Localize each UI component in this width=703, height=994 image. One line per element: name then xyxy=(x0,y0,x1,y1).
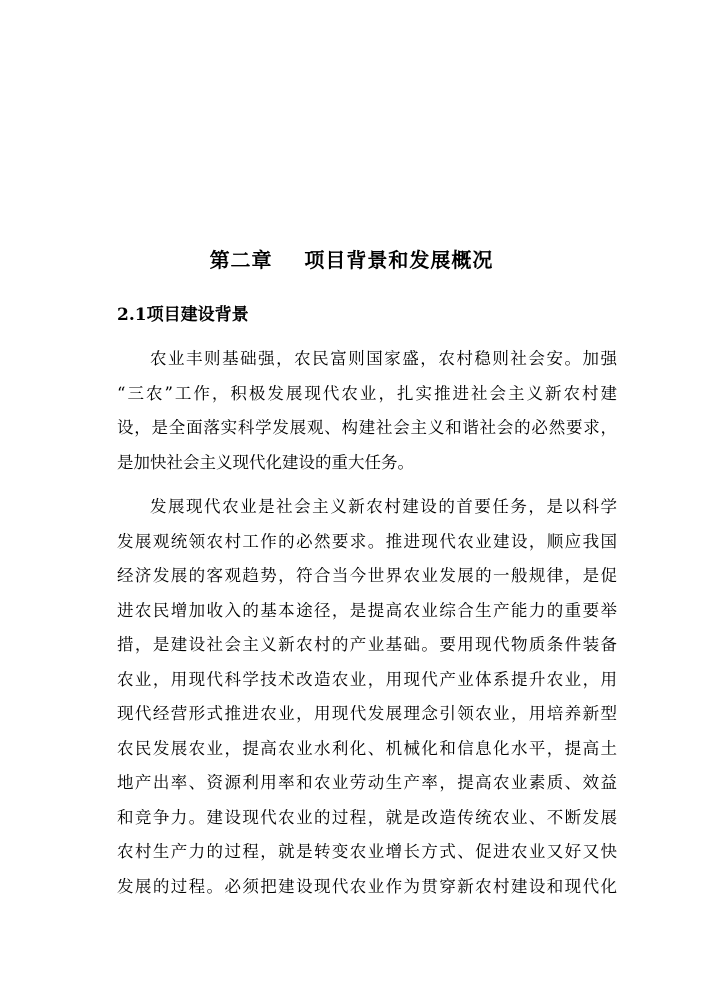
paragraph-line: 经济发展的客观趋势，符合当今世界农业发展的一般规律，是促 xyxy=(117,566,617,585)
section-heading: 2.1项目建设背景 xyxy=(117,305,249,325)
paragraph-line: 设，是全面落实科学发展观、构建社会主义和谐社会的必然要求， xyxy=(117,418,617,437)
chapter-title: 第二章 项目背景和发展概况 xyxy=(209,248,494,272)
paragraph-line: 发展观统领农村工作的必然要求。推进现代农业建设，顺应我国 xyxy=(117,531,617,551)
paragraph-line: 农业，用现代科学技术改造农业，用现代产业体系提升农业，用 xyxy=(117,669,617,689)
paragraph-line: 农村生产力的过程，就是转变农业增长方式、促进农业又好又快 xyxy=(117,842,617,861)
paragraph-line: 发展的过程。必须把建设现代农业作为贯穿新农村建设和现代化 xyxy=(117,876,617,896)
paragraph-line: 现代经营形式推进农业，用现代发展理念引领农业，用培养新型 xyxy=(117,704,617,723)
paragraph-line: 发展现代农业是社会主义新农村建设的首要任务，是以科学 xyxy=(150,497,617,516)
paragraph-line: 农民发展农业，提高农业水利化、机械化和信息化水平，提高土 xyxy=(117,738,617,758)
paragraph-line: 措，是建设社会主义新农村的产业基础。要用现代物质条件装备 xyxy=(117,635,617,654)
paragraph-line: 地产出率、资源利用率和农业劳动生产率，提高农业素质、效益 xyxy=(117,773,617,792)
paragraph-line: 农业丰则基础强，农民富则国家盛，农村稳则社会安。加强 xyxy=(150,349,617,368)
paragraph-line: “三农”工作，积极发展现代农业，扎实推进社会主义新农村建 xyxy=(117,383,617,403)
paragraph-line: 进农民增加收入的基本途径，是提高农业综合生产能力的重要举 xyxy=(117,600,617,620)
paragraph-line: 是加快社会主义现代化建设的重大任务。 xyxy=(117,452,414,472)
paragraph-line: 和竞争力。建设现代农业的过程，就是改造传统农业、不断发展 xyxy=(117,807,617,827)
paragraph-1 xyxy=(117,342,617,480)
paragraph-2 xyxy=(117,490,617,904)
